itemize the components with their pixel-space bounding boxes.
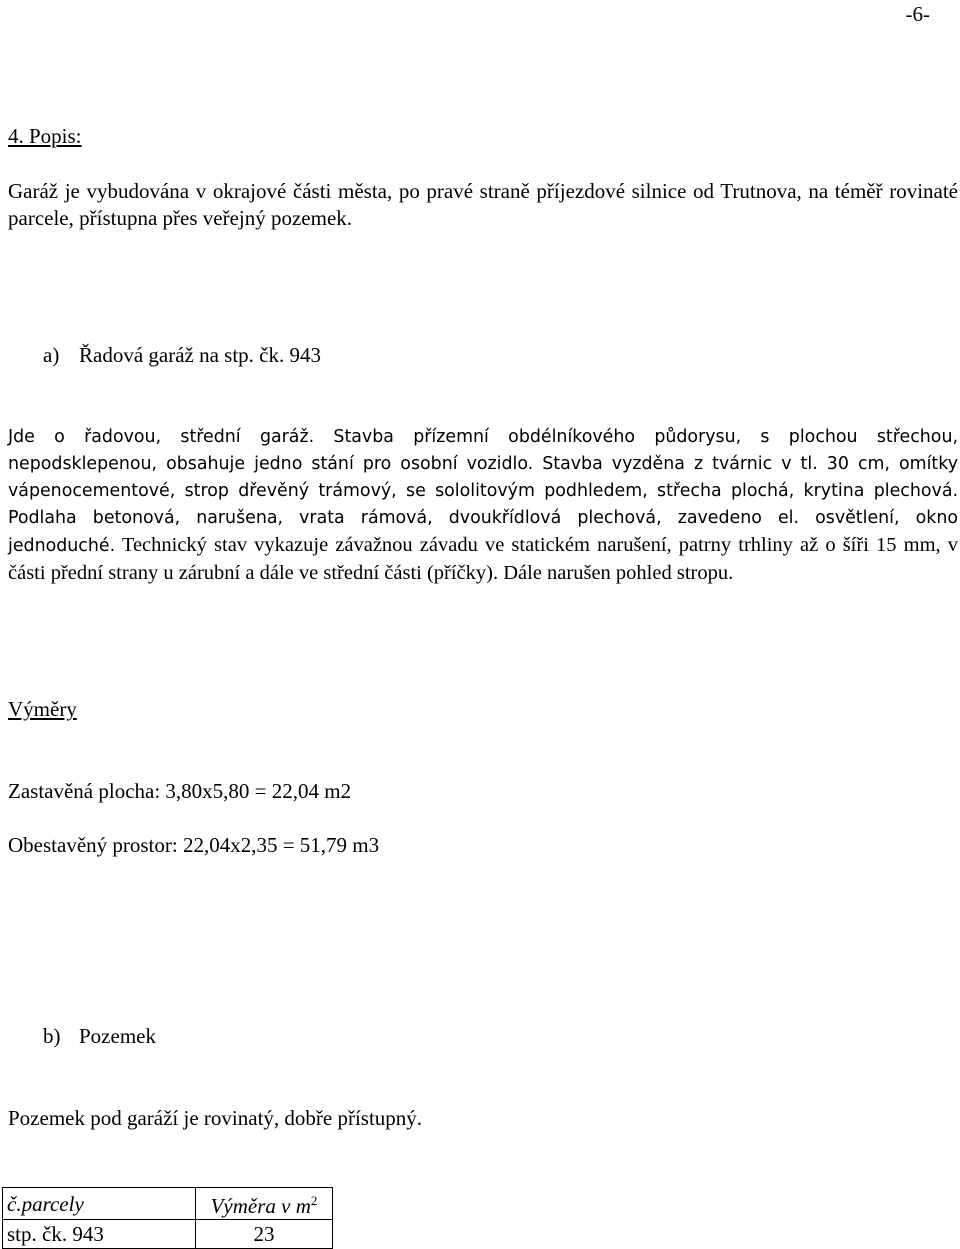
item-a-description-part1: Jde o řadovou, střední garáž. Stavba přízemní obdélníkového půdorysu, s plochou střechou, nepodsklepenou, obsahuje jedno stání pro osobní vozidlo. Stavba vyzděna z tvárnic v tl. 30 cm, omítky vápenocementové, strop dřevěný trámový, se sololitovým podhledem, střecha plochá, krytina plechová. Podlaha betonová, narušena, vrata rámová, dvoukřídlová plechová, zavedeno el. osvětlení, okno jednoduché. — [8, 427, 958, 556]
table-header-area — [196, 1188, 333, 1220]
intro-paragraph: Garáž je vybudována v okrajové části města, po pravé straně příjezdové silnice od Trutnova, na téměř rovinaté parcele, přístupna přes veřejný pozemek. — [8, 179, 958, 230]
table-header-row — [3, 1188, 333, 1220]
table-cell-parcel: stp. čk. 943 — [3, 1220, 196, 1249]
item-b-label: b) — [43, 1024, 61, 1048]
built-volume: Obestavěný prostor: 22,04x2,35 = 51,79 m3 — [8, 833, 380, 857]
page-number: -6- — [905, 2, 930, 26]
item-a-description — [8, 424, 958, 588]
section-heading: 4. Popis: — [8, 124, 82, 148]
table-header-area-text: Výměra v m — [210, 1194, 311, 1218]
built-area: Zastavěná plocha: 3,80x5,80 = 22,04 m2 — [8, 779, 352, 803]
item-a-title: Řadová garáž na stp. čk. 943 — [79, 343, 322, 367]
item-b-description: Pozemek pod garáží je rovinatý, dobře přístupný. — [8, 1106, 423, 1130]
item-a-description-part2: Technický stav vykazuje závažnou závadu ve statickém narušení, patrny trhliny až o šíři 15 mm, v části přední strany u zárubní a dále ve střední části (příčky). Dále narušen pohled stropu. — [8, 534, 958, 584]
item-b-title: Pozemek — [79, 1024, 156, 1048]
table-row — [3, 1220, 333, 1249]
item-a-heading — [43, 343, 321, 368]
item-a-label: a) — [43, 343, 60, 367]
land-table — [2, 1187, 333, 1249]
table-header-parcel: č.parcely — [3, 1188, 196, 1220]
item-b-heading — [43, 1024, 156, 1049]
table-header-area-sup: 2 — [310, 1193, 318, 1208]
measurements-heading: Výměry — [8, 697, 77, 721]
table-cell-area: 23 — [196, 1220, 333, 1249]
